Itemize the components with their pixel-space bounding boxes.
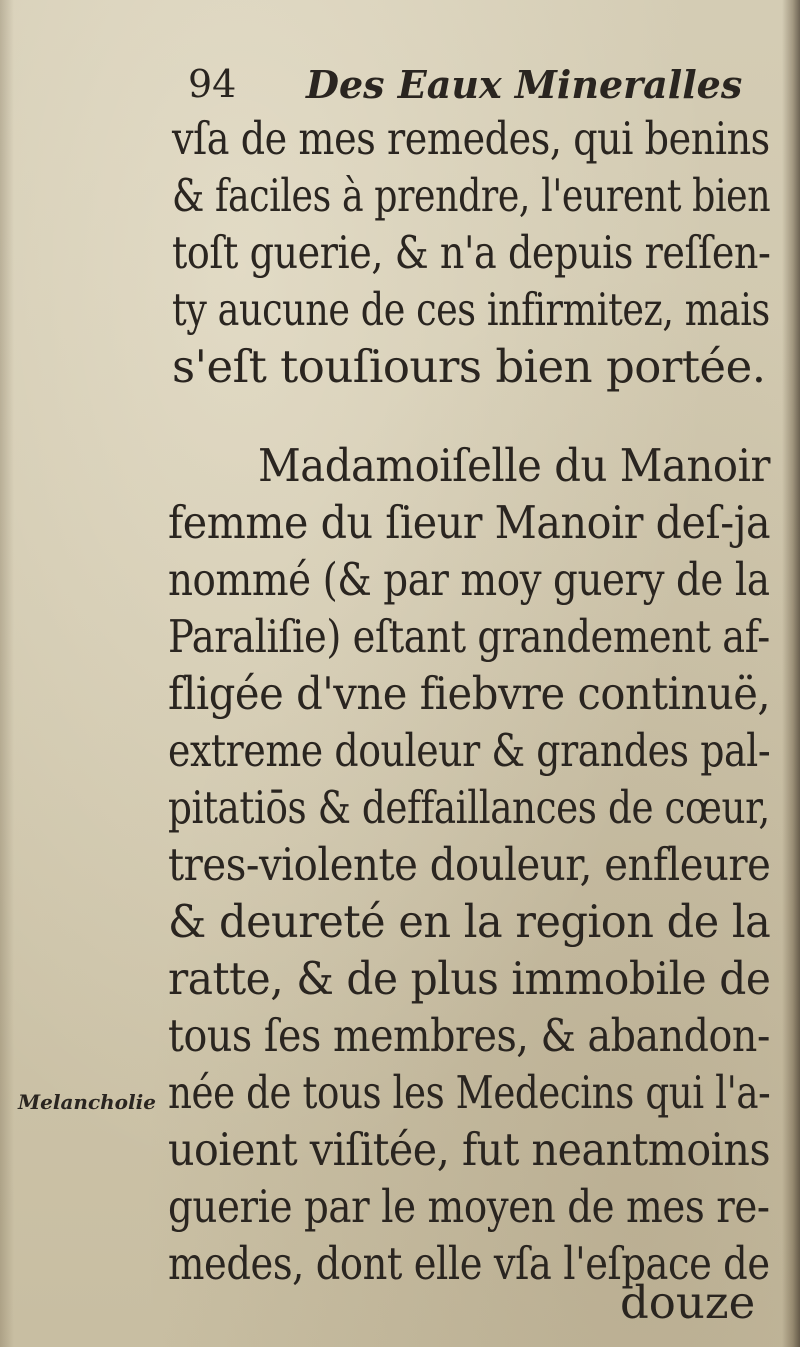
text-line: fligée d'vne fiebvre continuë, [168,667,771,720]
text-line: toſt guerie, & n'a depuis reſſen- [172,226,771,279]
text-line: femme du ſieur Manoir deſ-ja [168,496,771,549]
text-line: & faciles à prendre, l'eurent bien [172,169,771,222]
text-line: nommé (& par moy guery de la [168,553,770,606]
text-line: Paraliſie) eſtant grandement af- [168,610,770,663]
text-line: ty aucune de ces infirmitez, mais [172,283,770,336]
text-line: uoient viſitée, fut neantmoins [168,1123,771,1176]
catchword: douze [620,1276,756,1329]
running-title: Des Eaux Mineralles [306,62,743,107]
text-line: pitatiōs & deffaillances de cœur, [168,781,770,834]
text-line: guerie par le moyen de mes re- [168,1180,770,1233]
text-line: tres-violente douleur, enfleure [168,838,771,891]
text-line: tous ſes membres, & abandon- [168,1009,770,1062]
text-line: ratte, & de plus immobile de [168,952,771,1005]
text-line: extreme douleur & grandes pal- [168,724,771,777]
page-number: 94 [188,62,237,106]
text-line: & deureté en la region de la [168,895,771,948]
text-line: vſa de mes remedes, qui benins [172,112,770,165]
page-header [188,62,748,110]
text-line: Madamoiſelle du Manoir [258,439,770,492]
margin-note: Melancholie [18,1090,156,1114]
page-edge-right-shadow [782,0,800,1347]
text-line: née de tous les Medecins qui l'a- [168,1066,771,1119]
text-line: s'eſt touſiours bien portée. [172,340,766,393]
page-edge-left-shadow [0,0,14,1347]
text-line: medes, dont elle vſa l'eſpace de [168,1237,770,1290]
